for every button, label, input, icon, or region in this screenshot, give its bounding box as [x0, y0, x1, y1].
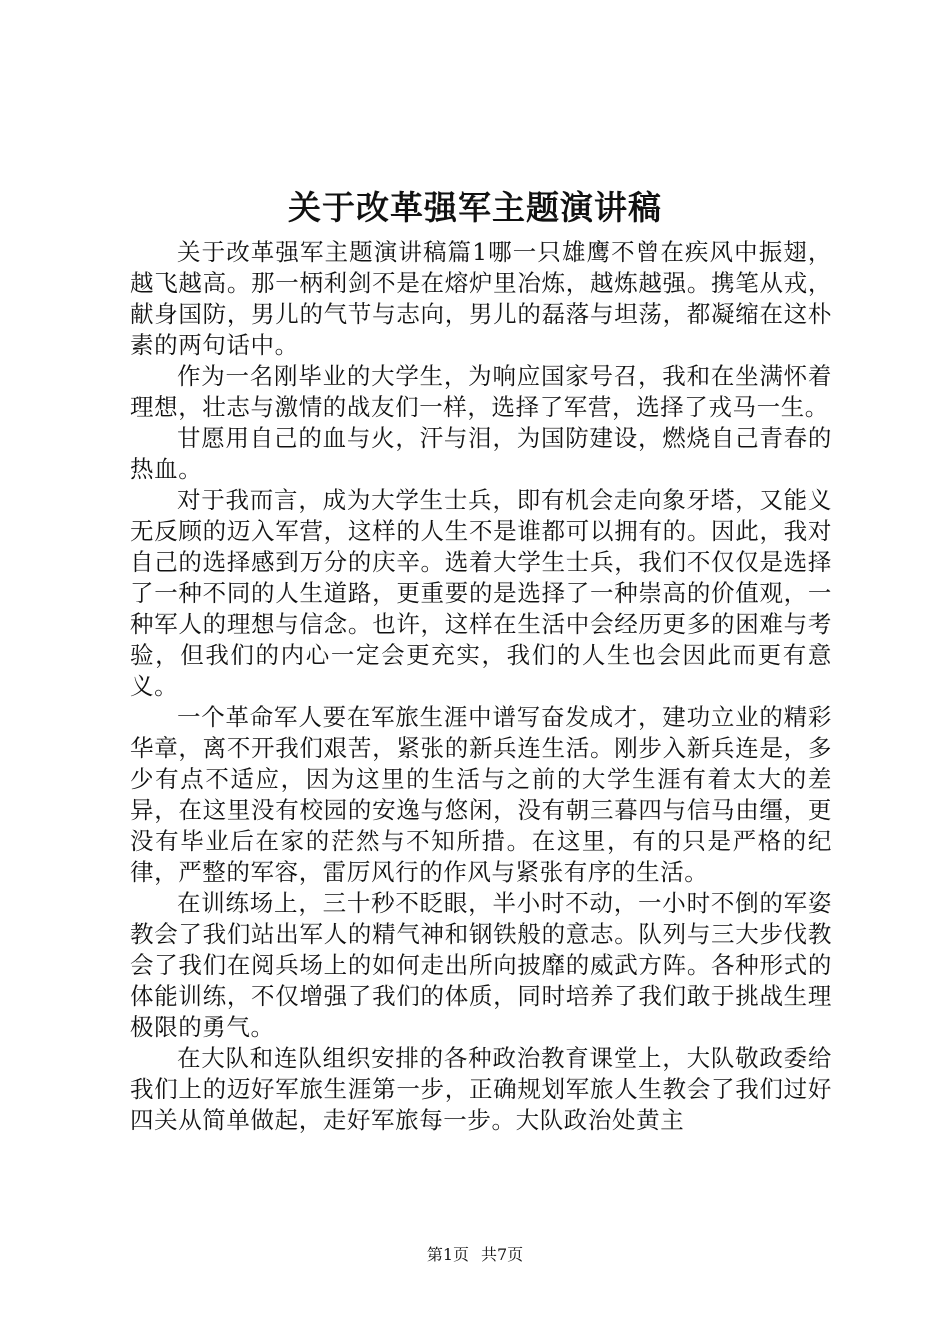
document-body	[130, 237, 832, 1136]
body-paragraph: 甘愿用自己的血与火，汗与泪，为国防建设，燃烧自己青春的热血。	[130, 424, 832, 483]
body-paragraph: 作为一名刚毕业的大学生，为响应国家号召，我和在坐满怀着理想，壮志与激情的战友们一样，选择了军营，选择了戎马一生。	[130, 362, 832, 421]
page-total: 共7页	[481, 1245, 524, 1264]
body-paragraph: 在训练场上，三十秒不眨眼，半小时不动，一小时不倒的军姿教会了我们站出军人的精气神和钢铁般的意志。队列与三大步伐教会了我们在阅兵场上的如何走出所向披靡的威武方阵。各种形式的体能训练，不仅增强了我们的体质，同时培养了我们敢于挑战生理极限的勇气。	[130, 889, 832, 1041]
page-footer	[0, 1244, 950, 1266]
body-paragraph: 一个革命军人要在军旅生涯中谱写奋发成才，建功立业的精彩华章，离不开我们艰苦，紧张的新兵连生活。刚步入新兵连是，多少有点不适应，因为这里的生活与之前的大学生涯有着太大的差异，在这里没有校园的安逸与悠闲，没有朝三暮四与信马由缰，更没有毕业后在家的茫然与不知所措。在这里，有的只是严格的纪律，严整的军容，雷厉风行的作风与紧张有序的生活。	[130, 703, 832, 886]
document-title: 关于改革强军主题演讲稿	[288, 188, 662, 227]
body-paragraph: 关于改革强军主题演讲稿篇1哪一只雄鹰不曾在疾风中振翅，越飞越高。那一柄利剑不是在熔炉里冶炼，越炼越强。携笔从戎，献身国防，男儿的气节与志向，男儿的磊落与坦荡，都凝缩在这朴素的两句话中。	[130, 238, 832, 359]
body-paragraph: 对于我而言，成为大学生士兵，即有机会走向象牙塔，又能义无反顾的迈入军营，这样的人生不是谁都可以拥有的。因此，我对自己的选择感到万分的庆辛。选着大学生士兵，我们不仅仅是选择了一种不同的人生道路，更重要的是选择了一种崇高的价值观，一种军人的理想与信念。也许，这样在生活中会经历更多的困难与考验，但我们的内心一定会更充实，我们的人生也会因此而更有意义。	[130, 486, 832, 700]
page-number: 第1页	[426, 1245, 469, 1264]
body-paragraph: 在大队和连队组织安排的各种政治教育课堂上，大队敬政委给我们上的迈好军旅生涯第一步，正确规划军旅人生教会了我们过好四关从简单做起，走好军旅每一步。大队政治处黄主	[130, 1044, 832, 1134]
